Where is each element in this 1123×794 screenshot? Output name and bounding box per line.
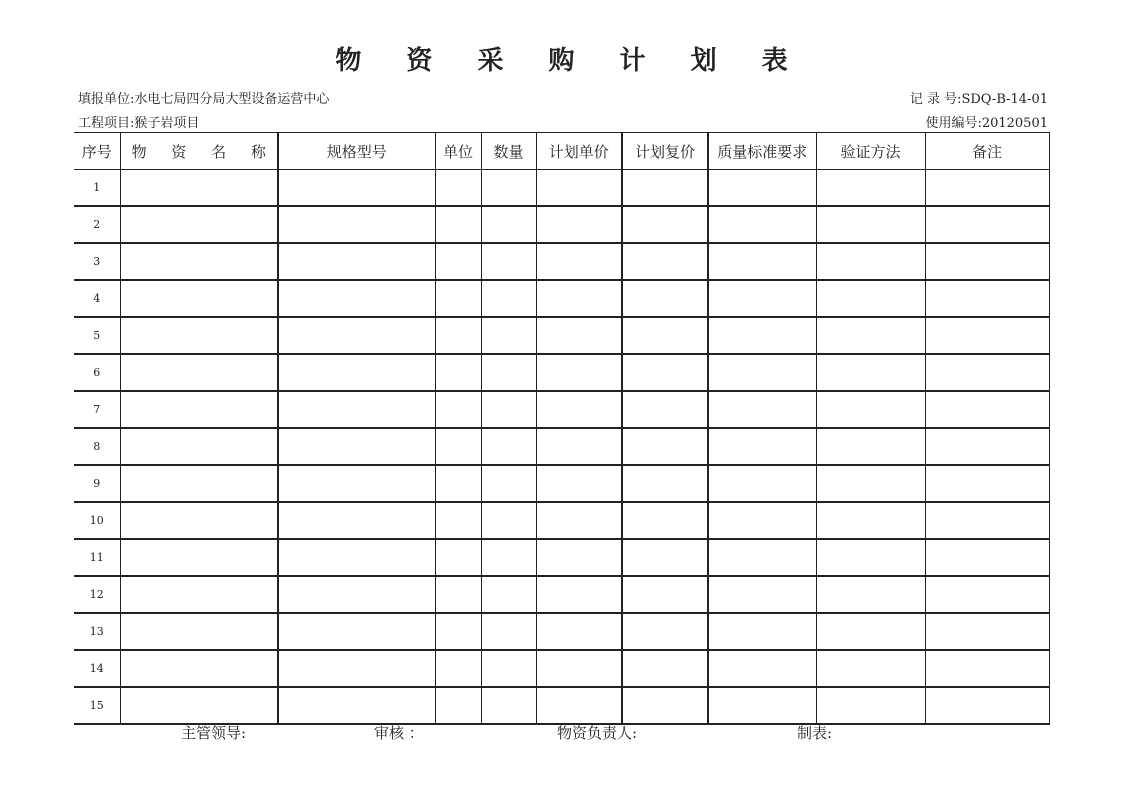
- table-cell[interactable]: [708, 687, 816, 724]
- table-cell[interactable]: [816, 317, 925, 354]
- table-cell[interactable]: [120, 280, 278, 317]
- table-cell[interactable]: [925, 687, 1049, 724]
- table-cell[interactable]: [278, 391, 435, 428]
- table-cell[interactable]: [708, 280, 816, 317]
- table-cell[interactable]: [120, 170, 278, 207]
- table-row: [74, 354, 1049, 391]
- table-cell[interactable]: [816, 502, 925, 539]
- record-number-label: 记 录 号:: [909, 92, 962, 107]
- table-cell[interactable]: [536, 280, 622, 317]
- table-cell[interactable]: [622, 317, 708, 354]
- table-cell[interactable]: [435, 354, 481, 391]
- table-cell[interactable]: [435, 391, 481, 428]
- table-row: [74, 243, 1049, 280]
- table-cell[interactable]: [708, 354, 816, 391]
- table-cell[interactable]: [278, 354, 435, 391]
- table-cell[interactable]: [536, 650, 622, 687]
- row-number: 4: [74, 280, 120, 317]
- row-number: 13: [74, 613, 120, 650]
- table-cell[interactable]: [622, 687, 708, 724]
- table-cell[interactable]: [481, 613, 536, 650]
- fill-unit: [78, 88, 329, 107]
- usage-number-value: 20120501: [981, 116, 1048, 131]
- table-cell[interactable]: [278, 465, 435, 502]
- table-cell[interactable]: [120, 502, 278, 539]
- table-cell[interactable]: [481, 391, 536, 428]
- table-cell[interactable]: [536, 465, 622, 502]
- footer-preparer: 制表:: [797, 724, 833, 742]
- table-row: [74, 280, 1049, 317]
- table-cell[interactable]: [481, 354, 536, 391]
- table-cell[interactable]: [278, 280, 435, 317]
- table-cell[interactable]: [816, 170, 925, 207]
- table-cell[interactable]: [622, 428, 708, 465]
- row-number: 3: [74, 243, 120, 280]
- table-cell[interactable]: [816, 465, 925, 502]
- table-cell[interactable]: [120, 650, 278, 687]
- table-cell[interactable]: [536, 576, 622, 613]
- row-number: 10: [74, 502, 120, 539]
- table-cell[interactable]: [120, 613, 278, 650]
- row-number: 11: [74, 539, 120, 576]
- footer-review: 审核 ：: [374, 724, 424, 742]
- table-cell[interactable]: [120, 243, 278, 280]
- header-seq: 序号: [74, 133, 120, 170]
- table-header-row: [74, 133, 1049, 170]
- table-cell[interactable]: [481, 465, 536, 502]
- project: [78, 112, 199, 131]
- table-cell[interactable]: [622, 539, 708, 576]
- table-cell[interactable]: [708, 539, 816, 576]
- table-cell[interactable]: [278, 650, 435, 687]
- table-cell[interactable]: [481, 206, 536, 243]
- table-cell[interactable]: [481, 317, 536, 354]
- footer-supervisor: 主管领导:: [181, 724, 247, 742]
- table-cell[interactable]: [816, 280, 925, 317]
- table-cell[interactable]: [816, 354, 925, 391]
- table-cell[interactable]: [925, 613, 1049, 650]
- table-cell[interactable]: [278, 539, 435, 576]
- table-row: [74, 428, 1049, 465]
- table-cell[interactable]: [622, 280, 708, 317]
- table-cell[interactable]: [816, 687, 925, 724]
- header-remark: 备注: [925, 133, 1049, 170]
- table-cell[interactable]: [925, 576, 1049, 613]
- table-cell[interactable]: [622, 613, 708, 650]
- table-cell[interactable]: [708, 391, 816, 428]
- table-cell[interactable]: [708, 243, 816, 280]
- table-cell[interactable]: [278, 170, 435, 207]
- table-cell[interactable]: [536, 502, 622, 539]
- table-row: [74, 206, 1049, 243]
- table-cell[interactable]: [120, 391, 278, 428]
- table-row: [74, 170, 1049, 207]
- table-cell[interactable]: [925, 502, 1049, 539]
- table-cell[interactable]: [925, 243, 1049, 280]
- table-cell[interactable]: [481, 502, 536, 539]
- row-number: 6: [74, 354, 120, 391]
- table-cell[interactable]: [481, 280, 536, 317]
- table-cell[interactable]: [622, 576, 708, 613]
- purchase-plan-table: [74, 132, 1050, 725]
- table-cell[interactable]: [120, 206, 278, 243]
- table-cell[interactable]: [120, 354, 278, 391]
- table-cell[interactable]: [435, 576, 481, 613]
- table-cell[interactable]: [708, 576, 816, 613]
- table-row: [74, 391, 1049, 428]
- table-cell[interactable]: [536, 354, 622, 391]
- table-cell[interactable]: [435, 317, 481, 354]
- table-cell[interactable]: [120, 687, 278, 724]
- table-cell[interactable]: [816, 206, 925, 243]
- table-cell[interactable]: [925, 170, 1049, 207]
- table-cell[interactable]: [622, 502, 708, 539]
- table-row: [74, 687, 1049, 724]
- table-cell[interactable]: [622, 243, 708, 280]
- header-quality: 质量标准要求: [708, 133, 816, 170]
- table-cell[interactable]: [536, 613, 622, 650]
- table-cell[interactable]: [481, 539, 536, 576]
- table-row: [74, 317, 1049, 354]
- table-cell[interactable]: [622, 206, 708, 243]
- fill-unit-label: 填报单位:: [78, 92, 135, 107]
- project-label: 工程项目:: [78, 116, 135, 131]
- table-cell[interactable]: [708, 170, 816, 207]
- table-cell[interactable]: [435, 502, 481, 539]
- table-cell[interactable]: [536, 428, 622, 465]
- table-cell[interactable]: [481, 576, 536, 613]
- fill-unit-value: 水电七局四分局大型设备运营中心: [134, 92, 330, 107]
- table-cell[interactable]: [536, 243, 622, 280]
- table-cell[interactable]: [120, 428, 278, 465]
- table-cell[interactable]: [481, 650, 536, 687]
- table-row: [74, 539, 1049, 576]
- project-value: 猴子岩项目: [134, 116, 200, 131]
- table-cell[interactable]: [708, 465, 816, 502]
- table-cell[interactable]: [708, 650, 816, 687]
- table-cell[interactable]: [278, 687, 435, 724]
- table-cell[interactable]: [816, 650, 925, 687]
- header-plan-review-price: 计划复价: [622, 133, 708, 170]
- table-cell[interactable]: [925, 391, 1049, 428]
- table-cell[interactable]: [278, 243, 435, 280]
- table-cell[interactable]: [481, 428, 536, 465]
- table-cell[interactable]: [925, 465, 1049, 502]
- table-cell[interactable]: [278, 502, 435, 539]
- header-spec: 规格型号: [278, 133, 435, 170]
- table-cell[interactable]: [481, 243, 536, 280]
- table-cell[interactable]: [925, 354, 1049, 391]
- table-cell[interactable]: [816, 613, 925, 650]
- row-number: 7: [74, 391, 120, 428]
- table-cell[interactable]: [536, 539, 622, 576]
- row-number: 15: [74, 687, 120, 724]
- table-row: [74, 576, 1049, 613]
- table-cell[interactable]: [278, 428, 435, 465]
- row-number: 12: [74, 576, 120, 613]
- usage-number-label: 使用编号:: [925, 116, 982, 131]
- row-number: 5: [74, 317, 120, 354]
- table-cell[interactable]: [708, 502, 816, 539]
- table-cell[interactable]: [925, 539, 1049, 576]
- table-cell[interactable]: [708, 206, 816, 243]
- row-number: 2: [74, 206, 120, 243]
- table-cell[interactable]: [925, 206, 1049, 243]
- table-cell[interactable]: [536, 206, 622, 243]
- table-cell[interactable]: [120, 576, 278, 613]
- row-number: 9: [74, 465, 120, 502]
- table-cell[interactable]: [435, 280, 481, 317]
- table-cell[interactable]: [622, 650, 708, 687]
- header-qty: 数量: [481, 133, 536, 170]
- table-row: [74, 650, 1049, 687]
- table-cell[interactable]: [435, 465, 481, 502]
- footer-material-owner: 物资负责人:: [557, 724, 638, 742]
- table-cell[interactable]: [816, 428, 925, 465]
- table-cell[interactable]: [435, 539, 481, 576]
- table-cell[interactable]: [816, 576, 925, 613]
- header-unit: 单位: [435, 133, 481, 170]
- table-cell[interactable]: [278, 576, 435, 613]
- table-cell[interactable]: [536, 317, 622, 354]
- table-cell[interactable]: [536, 170, 622, 207]
- table-cell[interactable]: [816, 391, 925, 428]
- table-cell[interactable]: [120, 317, 278, 354]
- header-material-name-label: 物 资 名 称: [131, 142, 276, 161]
- header-plan-price: 计划单价: [536, 133, 622, 170]
- table-cell[interactable]: [435, 687, 481, 724]
- table-cell[interactable]: [816, 243, 925, 280]
- table-cell[interactable]: [120, 539, 278, 576]
- table-cell[interactable]: [925, 650, 1049, 687]
- row-number: 14: [74, 650, 120, 687]
- record-number-value: SDQ-B-14-01: [961, 92, 1048, 107]
- table-cell[interactable]: [708, 317, 816, 354]
- row-number: 1: [74, 170, 120, 207]
- table-cell[interactable]: [708, 428, 816, 465]
- table-cell[interactable]: [622, 391, 708, 428]
- table-cell[interactable]: [435, 650, 481, 687]
- row-number: 8: [74, 428, 120, 465]
- table-cell[interactable]: [622, 170, 708, 207]
- table-cell[interactable]: [481, 170, 536, 207]
- table-row: [74, 465, 1049, 502]
- table-cell[interactable]: [278, 613, 435, 650]
- usage-number: [925, 112, 1048, 131]
- table-cell[interactable]: [481, 687, 536, 724]
- header-verify: 验证方法: [816, 133, 925, 170]
- table-row: [74, 502, 1049, 539]
- table-cell[interactable]: [278, 206, 435, 243]
- table-cell[interactable]: [120, 465, 278, 502]
- header-material-name: [120, 133, 278, 170]
- table-cell[interactable]: [816, 539, 925, 576]
- table-cell[interactable]: [708, 613, 816, 650]
- table-row: [74, 613, 1049, 650]
- table-cell[interactable]: [622, 354, 708, 391]
- table-cell[interactable]: [435, 206, 481, 243]
- table-cell[interactable]: [925, 317, 1049, 354]
- record-number: [910, 88, 1048, 107]
- table-body: [74, 170, 1049, 725]
- table-cell[interactable]: [536, 687, 622, 724]
- table-cell[interactable]: [435, 243, 481, 280]
- page-title: 物 资 采 购 计 划 表: [335, 46, 806, 76]
- table-cell[interactable]: [435, 170, 481, 207]
- table-cell[interactable]: [925, 280, 1049, 317]
- table-cell[interactable]: [435, 428, 481, 465]
- table-cell[interactable]: [536, 391, 622, 428]
- table-cell[interactable]: [622, 465, 708, 502]
- table-cell[interactable]: [278, 317, 435, 354]
- table-cell[interactable]: [925, 428, 1049, 465]
- table-cell[interactable]: [435, 613, 481, 650]
